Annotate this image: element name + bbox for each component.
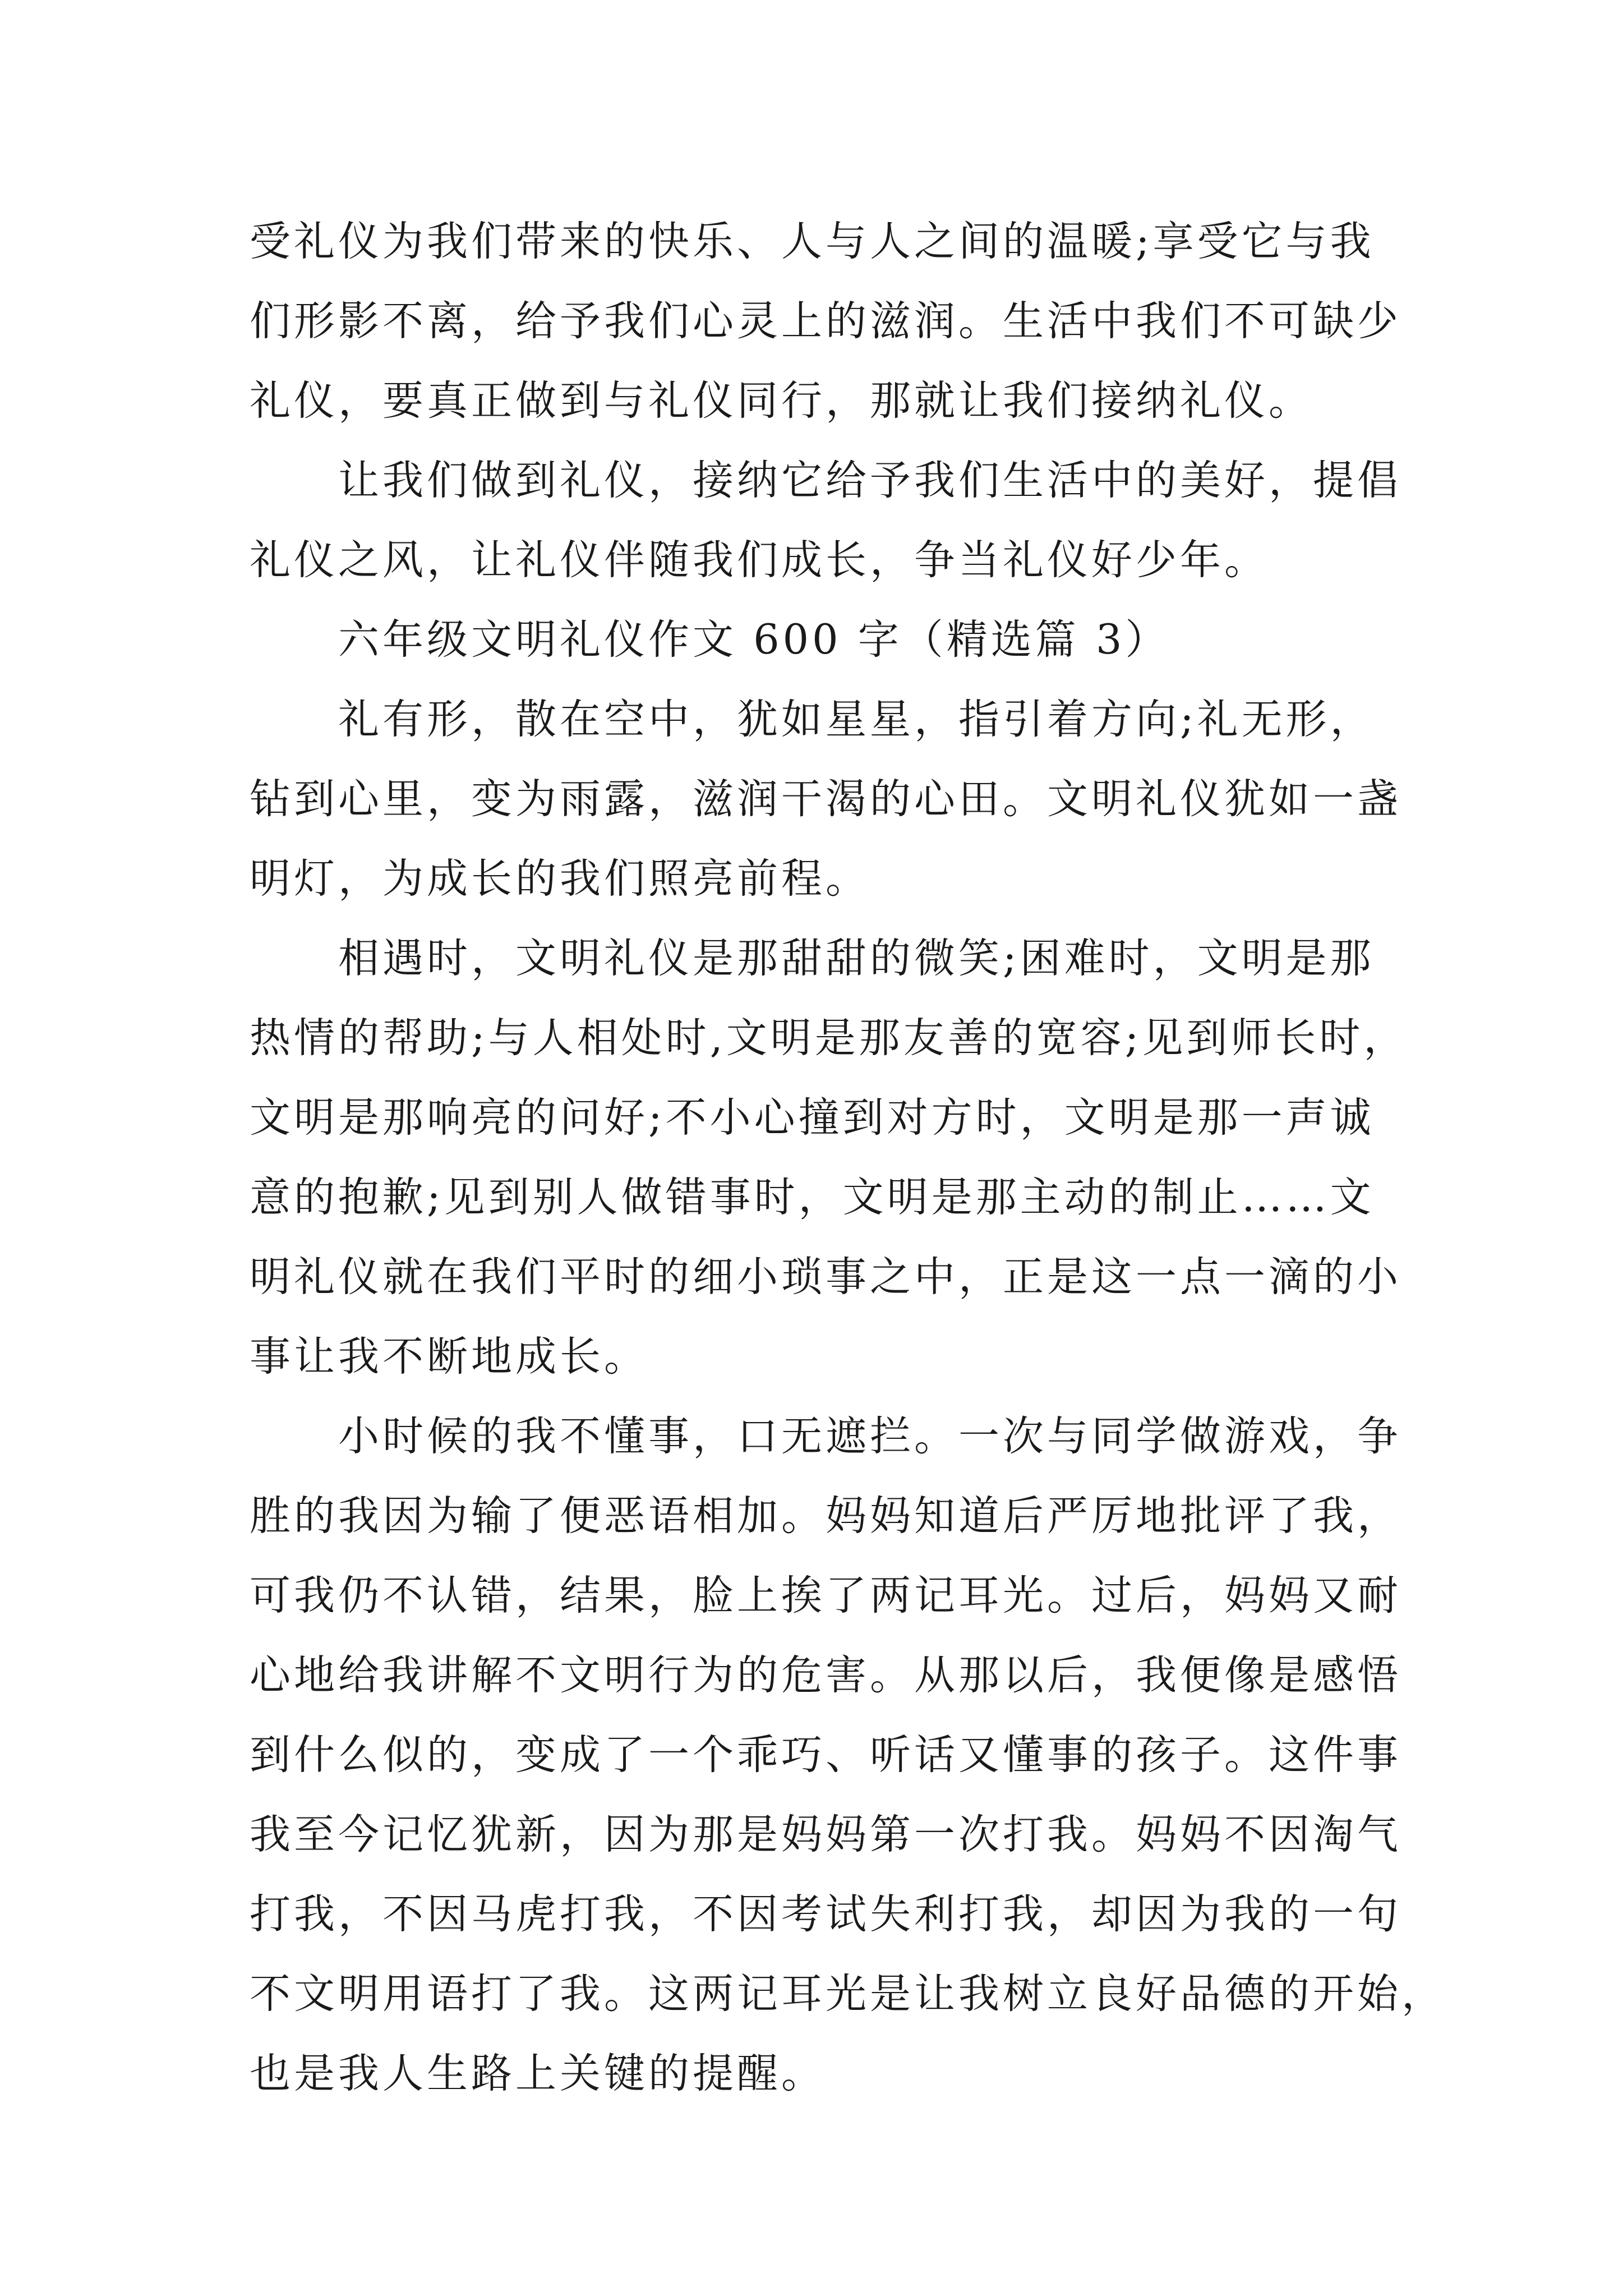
- text-line: 也是我人生路上关键的提醒。: [250, 2050, 826, 2097]
- text-line: 我至今记忆犹新，因为那是妈妈第一次打我。妈妈不因淘气: [250, 1811, 1401, 1858]
- text-line: 六年级文明礼仪作文 600 字（精选篇 3）: [338, 616, 1170, 664]
- text-line: 小时候的我不懂事，口无遮拦。一次与同学做游戏，争: [338, 1412, 1401, 1460]
- paragraph: [250, 202, 1401, 441]
- text-line: 意的抱歉;见到别人做错事时，文明是那主动的制止……文: [250, 1174, 1375, 1221]
- text-line: 受礼仪为我们带来的快乐、人与人之间的温暖;享受它与我: [250, 218, 1375, 265]
- paragraph: [250, 680, 1401, 919]
- text-line: 让我们做到礼仪，接纳它给予我们生活中的美好，提倡: [338, 457, 1401, 504]
- paragraph: [250, 919, 1408, 1397]
- paragraph: [250, 1397, 1446, 2114]
- text-line: 事让我不断地成长。: [250, 1333, 648, 1381]
- text-line: 相遇时，文明礼仪是那甜甜的微笑;困难时，文明是那: [338, 935, 1375, 982]
- text-line: 打我，不因马虎打我，不因考试失利打我，却因为我的一句: [250, 1890, 1401, 1938]
- paragraph: [250, 441, 1401, 600]
- document-body: [250, 202, 1446, 2114]
- text-line: 礼仪之风，让礼仪伴随我们成长，争当礼仪好少年。: [250, 536, 1269, 584]
- text-line: 心地给我讲解不文明行为的危害。从那以后，我便像是感悟: [250, 1651, 1401, 1699]
- text-line: 礼仪，要真正做到与礼仪同行，那就让我们接纳礼仪。: [250, 377, 1313, 425]
- section-heading: [250, 600, 1388, 680]
- text-line: 胜的我因为输了便恶语相加。妈妈知道后严厉地批评了我，: [250, 1492, 1401, 1540]
- text-line: 热情的帮助;与人相处时,文明是那友善的宽容;见到师长时，: [250, 1014, 1408, 1062]
- text-line: 到什么似的，变成了一个乖巧、听话又懂事的孩子。这件事: [250, 1731, 1401, 1779]
- text-line: 们形影不离，给予我们心灵上的滋润。生活中我们不可缺少: [250, 297, 1401, 345]
- text-line: 文明是那响亮的问好;不小心撞到对方时，文明是那一声诚: [250, 1094, 1375, 1142]
- text-line: 明灯，为成长的我们照亮前程。: [250, 855, 870, 903]
- text-line: 可我仍不认错，结果，脸上挨了两记耳光。过后，妈妈又耐: [250, 1572, 1401, 1619]
- text-line: 钻到心里，变为雨露，滋润干渴的心田。文明礼仪犹如一盏: [250, 775, 1401, 823]
- text-line: 礼有形，散在空中，犹如星星，指引着方向;礼无形，: [338, 696, 1375, 743]
- text-line: 不文明用语打了我。这两记耳光是让我树立良好品德的开始，: [250, 1970, 1446, 2018]
- text-line: 明礼仪就在我们平时的细小琐事之中，正是这一点一滴的小: [250, 1253, 1401, 1301]
